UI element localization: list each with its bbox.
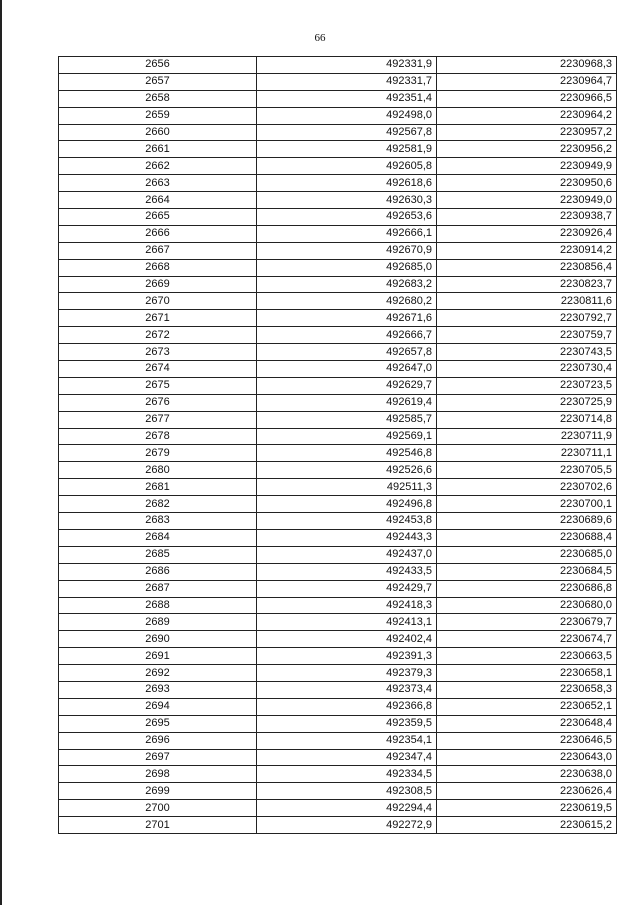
x-coordinate-cell: 492391,3 <box>257 648 437 665</box>
table-row <box>59 546 617 563</box>
x-coordinate-cell: 492647,0 <box>257 361 437 378</box>
y-coordinate-cell: 2230702,6 <box>437 479 617 496</box>
table-row <box>59 192 617 209</box>
table-row <box>59 631 617 648</box>
table-row <box>59 361 617 378</box>
y-coordinate-cell: 2230619,5 <box>437 800 617 817</box>
y-coordinate-cell: 2230964,7 <box>437 73 617 90</box>
x-coordinate-cell: 492670,9 <box>257 242 437 259</box>
point-number-cell: 2664 <box>59 192 257 209</box>
y-coordinate-cell: 2230938,7 <box>437 209 617 226</box>
x-coordinate-cell: 492567,8 <box>257 124 437 141</box>
x-coordinate-cell: 492569,1 <box>257 428 437 445</box>
y-coordinate-cell: 2230730,4 <box>437 361 617 378</box>
point-number-cell: 2663 <box>59 175 257 192</box>
y-coordinate-cell: 2230658,1 <box>437 665 617 682</box>
y-coordinate-cell: 2230648,4 <box>437 715 617 732</box>
x-coordinate-cell: 492334,5 <box>257 766 437 783</box>
point-number-cell: 2681 <box>59 479 257 496</box>
table-row <box>59 242 617 259</box>
table-row <box>59 648 617 665</box>
table-row <box>59 90 617 107</box>
y-coordinate-cell: 2230663,5 <box>437 648 617 665</box>
x-coordinate-cell: 492680,2 <box>257 293 437 310</box>
x-coordinate-cell: 492359,5 <box>257 715 437 732</box>
y-coordinate-cell: 2230700,1 <box>437 496 617 513</box>
x-coordinate-cell: 492413,1 <box>257 614 437 631</box>
point-number-cell: 2677 <box>59 411 257 428</box>
table-row <box>59 732 617 749</box>
x-coordinate-cell: 492308,5 <box>257 783 437 800</box>
y-coordinate-cell: 2230711,9 <box>437 428 617 445</box>
table-row <box>59 158 617 175</box>
table-row <box>59 715 617 732</box>
point-number-cell: 2679 <box>59 445 257 462</box>
y-coordinate-cell: 2230674,7 <box>437 631 617 648</box>
table-row <box>59 411 617 428</box>
x-coordinate-cell: 492581,9 <box>257 141 437 158</box>
point-number-cell: 2691 <box>59 648 257 665</box>
y-coordinate-cell: 2230723,5 <box>437 377 617 394</box>
x-coordinate-cell: 492666,7 <box>257 327 437 344</box>
point-number-cell: 2700 <box>59 800 257 817</box>
x-coordinate-cell: 492429,7 <box>257 580 437 597</box>
x-coordinate-cell: 492433,5 <box>257 563 437 580</box>
point-number-cell: 2695 <box>59 715 257 732</box>
point-number-cell: 2687 <box>59 580 257 597</box>
table-row <box>59 124 617 141</box>
y-coordinate-cell: 2230615,2 <box>437 817 617 834</box>
y-coordinate-cell: 2230652,1 <box>437 698 617 715</box>
point-number-cell: 2680 <box>59 462 257 479</box>
point-number-cell: 2667 <box>59 242 257 259</box>
x-coordinate-cell: 492402,4 <box>257 631 437 648</box>
x-coordinate-cell: 492618,6 <box>257 175 437 192</box>
table-row <box>59 479 617 496</box>
point-number-cell: 2661 <box>59 141 257 158</box>
point-number-cell: 2689 <box>59 614 257 631</box>
point-number-cell: 2676 <box>59 394 257 411</box>
point-number-cell: 2684 <box>59 529 257 546</box>
y-coordinate-cell: 2230680,0 <box>437 597 617 614</box>
table-row <box>59 665 617 682</box>
point-number-cell: 2657 <box>59 73 257 90</box>
table-row <box>59 377 617 394</box>
table-row <box>59 681 617 698</box>
table-row <box>59 817 617 834</box>
y-coordinate-cell: 2230792,7 <box>437 310 617 327</box>
point-number-cell: 2701 <box>59 817 257 834</box>
point-number-cell: 2665 <box>59 209 257 226</box>
table-row <box>59 73 617 90</box>
point-number-cell: 2658 <box>59 90 257 107</box>
table-row <box>59 783 617 800</box>
point-number-cell: 2670 <box>59 293 257 310</box>
y-coordinate-cell: 2230950,6 <box>437 175 617 192</box>
y-coordinate-cell: 2230688,4 <box>437 529 617 546</box>
point-number-cell: 2690 <box>59 631 257 648</box>
point-number-cell: 2672 <box>59 327 257 344</box>
table-row <box>59 428 617 445</box>
y-coordinate-cell: 2230743,5 <box>437 344 617 361</box>
point-number-cell: 2694 <box>59 698 257 715</box>
y-coordinate-cell: 2230686,8 <box>437 580 617 597</box>
coordinates-table <box>58 56 617 834</box>
point-number-cell: 2662 <box>59 158 257 175</box>
table-row <box>59 175 617 192</box>
table-row <box>59 462 617 479</box>
y-coordinate-cell: 2230725,9 <box>437 394 617 411</box>
y-coordinate-cell: 2230685,0 <box>437 546 617 563</box>
table-row <box>59 445 617 462</box>
y-coordinate-cell: 2230823,7 <box>437 276 617 293</box>
table-row <box>59 597 617 614</box>
y-coordinate-cell: 2230968,3 <box>437 57 617 74</box>
y-coordinate-cell: 2230711,1 <box>437 445 617 462</box>
x-coordinate-cell: 492366,8 <box>257 698 437 715</box>
y-coordinate-cell: 2230957,2 <box>437 124 617 141</box>
y-coordinate-cell: 2230964,2 <box>437 107 617 124</box>
y-coordinate-cell: 2230856,4 <box>437 259 617 276</box>
x-coordinate-cell: 492379,3 <box>257 665 437 682</box>
x-coordinate-cell: 492437,0 <box>257 546 437 563</box>
y-coordinate-cell: 2230626,4 <box>437 783 617 800</box>
x-coordinate-cell: 492373,4 <box>257 681 437 698</box>
x-coordinate-cell: 492683,2 <box>257 276 437 293</box>
x-coordinate-cell: 492354,1 <box>257 732 437 749</box>
point-number-cell: 2685 <box>59 546 257 563</box>
table-row <box>59 344 617 361</box>
table-row <box>59 259 617 276</box>
x-coordinate-cell: 492496,8 <box>257 496 437 513</box>
y-coordinate-cell: 2230759,7 <box>437 327 617 344</box>
point-number-cell: 2683 <box>59 513 257 530</box>
x-coordinate-cell: 492498,0 <box>257 107 437 124</box>
x-coordinate-cell: 492272,9 <box>257 817 437 834</box>
point-number-cell: 2674 <box>59 361 257 378</box>
y-coordinate-cell: 2230643,0 <box>437 749 617 766</box>
x-coordinate-cell: 492629,7 <box>257 377 437 394</box>
table-row <box>59 614 617 631</box>
x-coordinate-cell: 492585,7 <box>257 411 437 428</box>
point-number-cell: 2696 <box>59 732 257 749</box>
y-coordinate-cell: 2230966,5 <box>437 90 617 107</box>
y-coordinate-cell: 2230684,5 <box>437 563 617 580</box>
point-number-cell: 2693 <box>59 681 257 698</box>
page-number: 66 <box>314 32 326 44</box>
x-coordinate-cell: 492671,6 <box>257 310 437 327</box>
point-number-cell: 2669 <box>59 276 257 293</box>
x-coordinate-cell: 492443,3 <box>257 529 437 546</box>
table-row <box>59 496 617 513</box>
table-row <box>59 580 617 597</box>
point-number-cell: 2675 <box>59 377 257 394</box>
point-number-cell: 2668 <box>59 259 257 276</box>
table-row <box>59 225 617 242</box>
point-number-cell: 2666 <box>59 225 257 242</box>
table-row <box>59 141 617 158</box>
x-coordinate-cell: 492418,3 <box>257 597 437 614</box>
x-coordinate-cell: 492605,8 <box>257 158 437 175</box>
y-coordinate-cell: 2230646,5 <box>437 732 617 749</box>
x-coordinate-cell: 492685,0 <box>257 259 437 276</box>
point-number-cell: 2698 <box>59 766 257 783</box>
x-coordinate-cell: 492511,3 <box>257 479 437 496</box>
table-row <box>59 310 617 327</box>
scan-edge <box>0 0 2 905</box>
y-coordinate-cell: 2230689,6 <box>437 513 617 530</box>
x-coordinate-cell: 492619,4 <box>257 394 437 411</box>
x-coordinate-cell: 492331,7 <box>257 73 437 90</box>
x-coordinate-cell: 492453,8 <box>257 513 437 530</box>
point-number-cell: 2699 <box>59 783 257 800</box>
table-row <box>59 57 617 74</box>
y-coordinate-cell: 2230949,0 <box>437 192 617 209</box>
point-number-cell: 2673 <box>59 344 257 361</box>
table-row <box>59 766 617 783</box>
table-row <box>59 394 617 411</box>
point-number-cell: 2697 <box>59 749 257 766</box>
coordinates-table-body <box>59 57 617 834</box>
x-coordinate-cell: 492653,6 <box>257 209 437 226</box>
table-row <box>59 327 617 344</box>
x-coordinate-cell: 492546,8 <box>257 445 437 462</box>
point-number-cell: 2682 <box>59 496 257 513</box>
y-coordinate-cell: 2230956,2 <box>437 141 617 158</box>
y-coordinate-cell: 2230658,3 <box>437 681 617 698</box>
table-row <box>59 749 617 766</box>
y-coordinate-cell: 2230705,5 <box>437 462 617 479</box>
point-number-cell: 2660 <box>59 124 257 141</box>
table-row <box>59 209 617 226</box>
x-coordinate-cell: 492331,9 <box>257 57 437 74</box>
x-coordinate-cell: 492657,8 <box>257 344 437 361</box>
x-coordinate-cell: 492666,1 <box>257 225 437 242</box>
table-row <box>59 276 617 293</box>
y-coordinate-cell: 2230914,2 <box>437 242 617 259</box>
point-number-cell: 2656 <box>59 57 257 74</box>
y-coordinate-cell: 2230949,9 <box>437 158 617 175</box>
x-coordinate-cell: 492347,4 <box>257 749 437 766</box>
table-row <box>59 293 617 310</box>
y-coordinate-cell: 2230811,6 <box>437 293 617 310</box>
y-coordinate-cell: 2230679,7 <box>437 614 617 631</box>
x-coordinate-cell: 492526,6 <box>257 462 437 479</box>
table-row <box>59 800 617 817</box>
table-row <box>59 563 617 580</box>
table-row <box>59 513 617 530</box>
point-number-cell: 2659 <box>59 107 257 124</box>
y-coordinate-cell: 2230714,8 <box>437 411 617 428</box>
y-coordinate-cell: 2230638,0 <box>437 766 617 783</box>
table-row <box>59 107 617 124</box>
x-coordinate-cell: 492630,3 <box>257 192 437 209</box>
point-number-cell: 2692 <box>59 665 257 682</box>
table-row <box>59 529 617 546</box>
point-number-cell: 2671 <box>59 310 257 327</box>
x-coordinate-cell: 492351,4 <box>257 90 437 107</box>
table-row <box>59 698 617 715</box>
point-number-cell: 2688 <box>59 597 257 614</box>
x-coordinate-cell: 492294,4 <box>257 800 437 817</box>
point-number-cell: 2678 <box>59 428 257 445</box>
y-coordinate-cell: 2230926,4 <box>437 225 617 242</box>
point-number-cell: 2686 <box>59 563 257 580</box>
